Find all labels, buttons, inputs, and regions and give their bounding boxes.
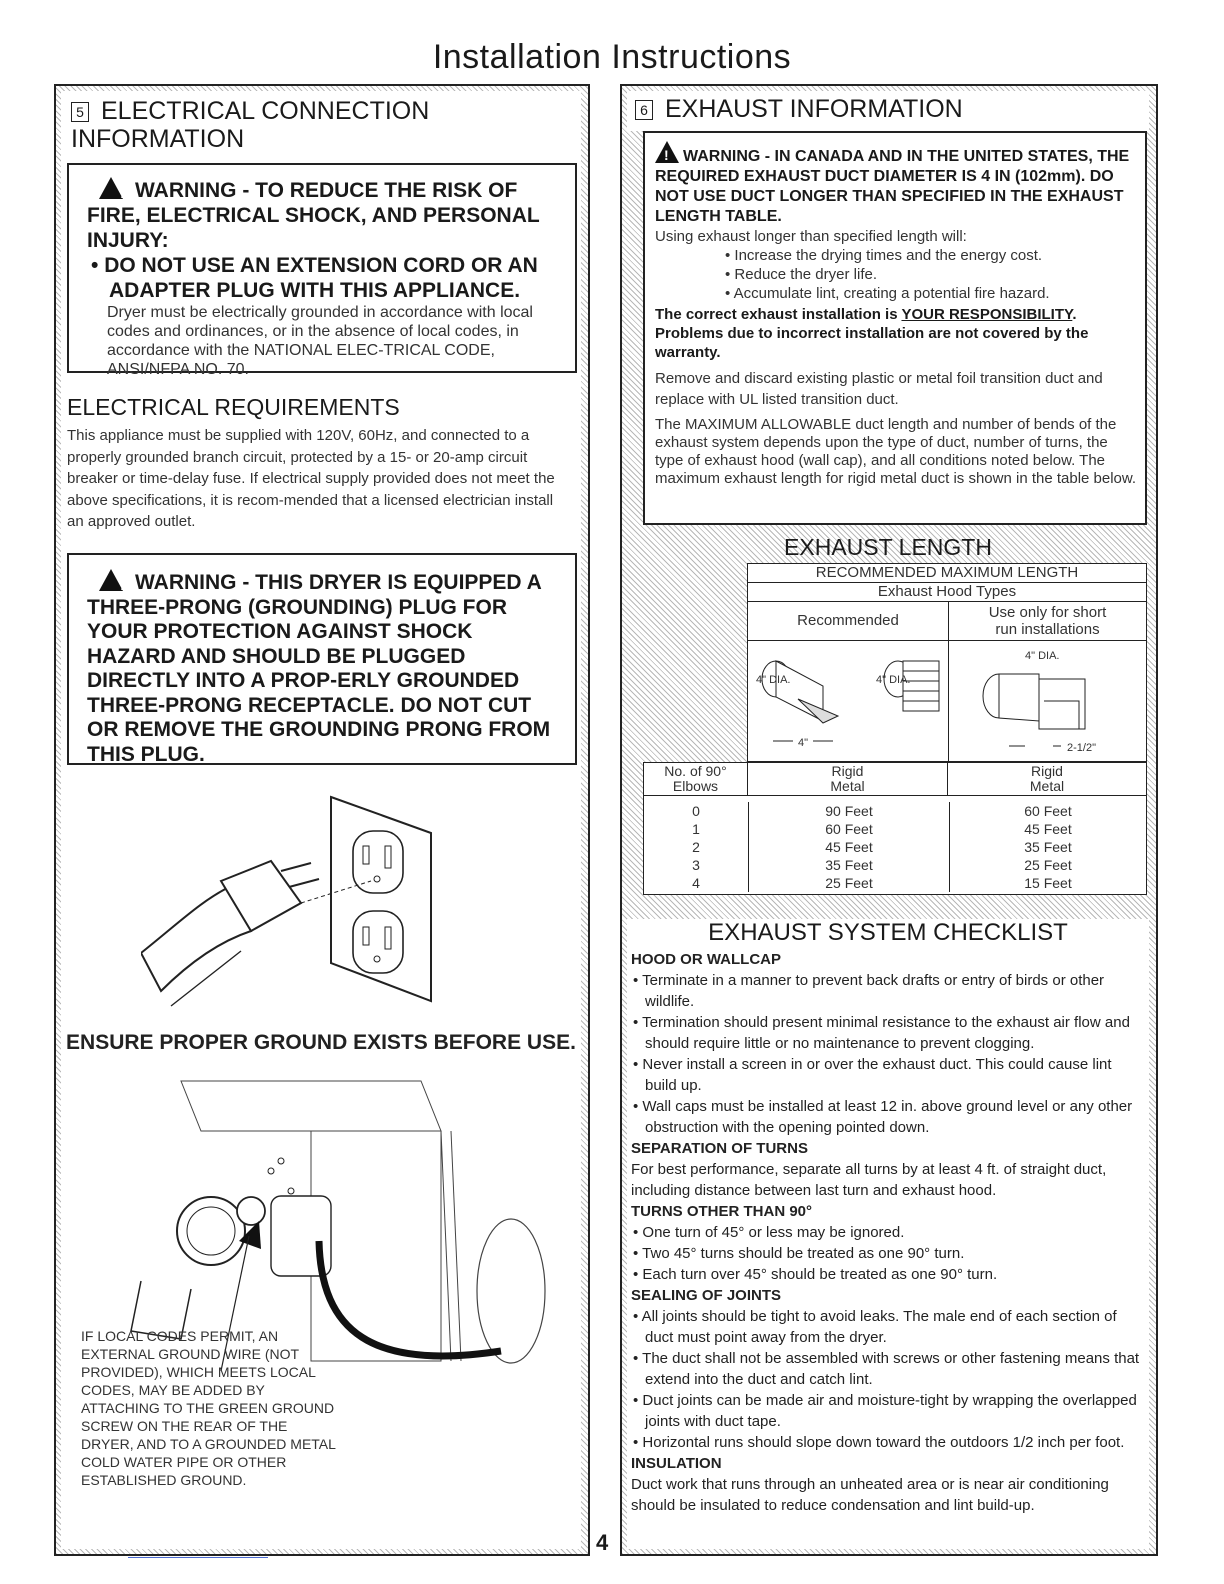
exhaust-length-table xyxy=(643,563,1147,895)
ground-caption: ENSURE PROPER GROUND EXISTS BEFORE USE. xyxy=(66,1031,576,1054)
exhaust-section-heading xyxy=(627,91,1149,131)
electrical-panel xyxy=(54,84,590,1556)
page-number: 4 xyxy=(596,1530,609,1555)
exhaust-length-title: EXHAUST LENGTH xyxy=(784,534,992,560)
electrical-requirements-title: ELECTRICAL REQUIREMENTS xyxy=(67,394,400,420)
bullet-fire-hazard: • Accumulate lint, creating a potential fire hazard. xyxy=(725,285,1050,302)
warning-icon xyxy=(99,177,123,199)
exhaust-warning-bullets xyxy=(655,246,1139,303)
checklist-item: • One turn of 45° or less may be ignored. xyxy=(633,1224,905,1241)
checklist-item: • Duct joints can be made air and moisture-tight by wrapping the overlapped joints with duct tape. xyxy=(633,1392,1137,1430)
exhaust-warning-box xyxy=(643,131,1147,525)
table-cell: 25 Feet xyxy=(1024,857,1072,873)
page-title: Installation Instructions xyxy=(432,38,792,76)
checklist-item: • Horizontal runs should slope down toward the outdoors 1/2 inch per foot. xyxy=(633,1434,1125,1451)
table-cell: 2 xyxy=(692,839,700,855)
recommended-hood-illustration xyxy=(748,641,948,761)
bullet-drying-times: • Increase the drying times and the energy cost. xyxy=(725,247,1043,264)
dia-label-hood-2: 4" DIA. xyxy=(876,674,911,686)
recommended-column xyxy=(749,802,950,892)
checklist-heading-hood: HOOD OR WALLCAP xyxy=(631,951,781,968)
bullet-dryer-life: • Reduce the dryer life. xyxy=(725,266,877,283)
table-cell: 15 Feet xyxy=(1024,875,1072,891)
col-rigid-short: Rigid Metal xyxy=(1029,763,1065,794)
col-recommended: Recommended xyxy=(748,602,949,640)
transition-duct-note: Remove and discard existing plastic or metal foil transition duct and replace with UL listed transition duct. xyxy=(655,370,1103,408)
footer-rule xyxy=(128,1557,268,1558)
section-number-badge: 5 xyxy=(71,102,89,122)
checklist-heading-insulation: INSULATION xyxy=(631,1455,722,1472)
col-short-run: Use only for short run installations xyxy=(988,604,1107,638)
dimension-4in: 4" xyxy=(798,737,809,749)
checklist-item: • All joints should be tight to avoid leaks. The male end of each section of duct must point away from the dryer. xyxy=(633,1308,1117,1346)
table-header-hood-types: Exhaust Hood Types xyxy=(748,583,1146,602)
exhaust-warning-heading: !WARNING - IN CANADA AND IN THE UNITED STATES, THE REQUIRED EXHAUST DUCT DIAMETER IS 4 IN (102mm). DO NOT USE DUCT LONGER THAN SPECIFIED IN THE EXHAUST LENGTH TABLE. xyxy=(655,141,1139,227)
dryer-rear-illustration xyxy=(121,1071,561,1371)
checklist-item: • Wall caps must be installed at least 12 in. above ground level or any other obstruction with the opening pointed down. xyxy=(633,1098,1133,1136)
section-number-badge: 6 xyxy=(635,100,653,120)
checklist-heading-sealing: SEALING OF JOINTS xyxy=(631,1287,782,1304)
external-ground-wire-note: IF LOCAL CODES PERMIT, AN EXTERNAL GROUND WIRE (NOT PROVIDED), WHICH MEETS LOCAL CODES, MAY BE ADDED BY ATTACHING TO THE GREEN GROUND SCREW ON THE REAR OF THE DRYER, AND TO A GROUNDED METAL COLD WATER PIPE OR OTHER ESTABLISHED GROUND. xyxy=(81,1328,336,1488)
dimension-2-half-in: 2-1/2" xyxy=(1067,742,1096,754)
checklist-heading-turns: TURNS OTHER THAN 90° xyxy=(631,1203,813,1220)
table-cell: 35 Feet xyxy=(825,857,873,873)
table-cell: 90 Feet xyxy=(825,803,873,819)
checklist-text: Duct work that runs through an unheated area or is near air conditioning should be insulated to reduce condensation and lint build-up. xyxy=(631,1476,1109,1514)
warning-body: Dryer must be electrically grounded in accordance with local codes and ordinances, or in the absence of local codes, in accordance with the NATIONAL ELEC-TRICAL CODE, ANSI/NFPA NO. 70. xyxy=(107,304,533,378)
warning-box-extension-cord xyxy=(67,163,577,378)
warning-icon xyxy=(655,141,679,163)
section-title: EXHAUST INFORMATION xyxy=(665,95,963,123)
table-cell: 35 Feet xyxy=(1024,839,1072,855)
responsibility-text: The correct exhaust installation is YOUR RESPONSIBILITY. Problems due to incorrect installation are not covered by the warranty. xyxy=(655,306,1089,361)
plug-outlet-illustration xyxy=(141,791,481,1021)
checklist-item: • Two 45° turns should be treated as one 90° turn. xyxy=(633,1245,965,1262)
table-cell: 3 xyxy=(692,857,700,873)
col-elbows: No. of 90° Elbows xyxy=(644,763,748,795)
checklist-item: • The duct shall not be assembled with screws or other fastening means that extend into the duct and catch lint. xyxy=(633,1350,1140,1388)
checklist-area xyxy=(627,919,1149,1549)
short-run-column xyxy=(950,802,1146,892)
elbows-column xyxy=(644,802,749,892)
table-header-recommended-max: RECOMMENDED MAXIMUM LENGTH xyxy=(748,564,1146,583)
table-body xyxy=(643,796,1147,895)
table-cell: 60 Feet xyxy=(1024,803,1072,819)
checklist-title: EXHAUST SYSTEM CHECKLIST xyxy=(708,919,1068,946)
dia-label-hood-1: 4" DIA. xyxy=(756,674,791,686)
warning-icon xyxy=(99,569,123,591)
checklist-heading-separation: SEPARATION OF TURNS xyxy=(631,1140,808,1157)
table-cell: 60 Feet xyxy=(825,821,873,837)
checklist-item: • Terminate in a manner to prevent back drafts or entry of birds or other wildlife. xyxy=(633,972,1105,1010)
checklist-item: • Termination should present minimal resistance to the exhaust air flow and should require little or no maintenance to prevent clogging. xyxy=(633,1014,1130,1052)
electrical-requirements-body: This appliance must be supplied with 120V, 60Hz, and connected to a properly grounded branch circuit, protected by a 15- or 20-amp circuit breaker or time-delay fuse. If electrical supply provided does not meet the above specifications, it is recom-mended that a licensed electrician install an approved outlet. xyxy=(67,427,555,530)
warning-box-grounding xyxy=(67,553,577,765)
checklist-item: • Never install a screen in or over the exhaust duct. This could cause lint build up. xyxy=(633,1056,1112,1094)
checklist-body xyxy=(627,949,1149,1516)
electrical-section-heading xyxy=(71,97,551,153)
table-cell: 0 xyxy=(692,803,700,819)
exhaust-warning-intro: Using exhaust longer than specified length will: xyxy=(655,228,967,245)
table-cell: 1 xyxy=(692,821,700,837)
grounding-warning-text: !WARNING - THIS DRYER IS EQUIPPED A THREE-PRONG (GROUNDING) PLUG FOR YOUR PROTECTION AGAINST SHOCK HAZARD AND SHOULD BE PLUGGED DIRECTLY INTO A PROP-ERLY GROUNDED THREE-PRONG RECEPTACLE. DO NOT CUT OR REMOVE THE GROUNDING PRONG FROM THIS PLUG. xyxy=(87,569,561,767)
dia-label-short: 4" DIA. xyxy=(1025,650,1060,662)
table-cell: 4 xyxy=(692,875,700,891)
table-cell: 25 Feet xyxy=(825,875,873,891)
checklist-item: • Each turn over 45° should be treated as one 90° turn. xyxy=(633,1266,998,1283)
warning-heading: !WARNING - TO REDUCE THE RISK OF FIRE, ELECTRICAL SHOCK, AND PERSONAL INJURY: xyxy=(87,177,561,253)
exhaust-panel xyxy=(620,84,1158,1556)
max-length-note: The MAXIMUM ALLOWABLE duct length and number of bends of the exhaust system depends upon the type of duct, number of turns, the type of exhaust hood (wall cap), and all conditions noted below. The maximum exhaust length for rigid metal duct is shown in the table below. xyxy=(655,416,1137,487)
table-cell: 45 Feet xyxy=(1024,821,1072,837)
section-title: ELECTRICAL CONNECTION INFORMATION xyxy=(71,97,430,153)
table-cell: 45 Feet xyxy=(825,839,873,855)
warning-bullet: • DO NOT USE AN EXTENSION CORD OR AN ADAPTER PLUG WITH THIS APPLIANCE. xyxy=(91,254,538,302)
col-rigid-recommended: Rigid Metal xyxy=(748,763,948,795)
checklist-text: For best performance, separate all turns by at least 4 ft. of straight duct, including distance between last turn and exhaust hood. xyxy=(631,1161,1107,1199)
